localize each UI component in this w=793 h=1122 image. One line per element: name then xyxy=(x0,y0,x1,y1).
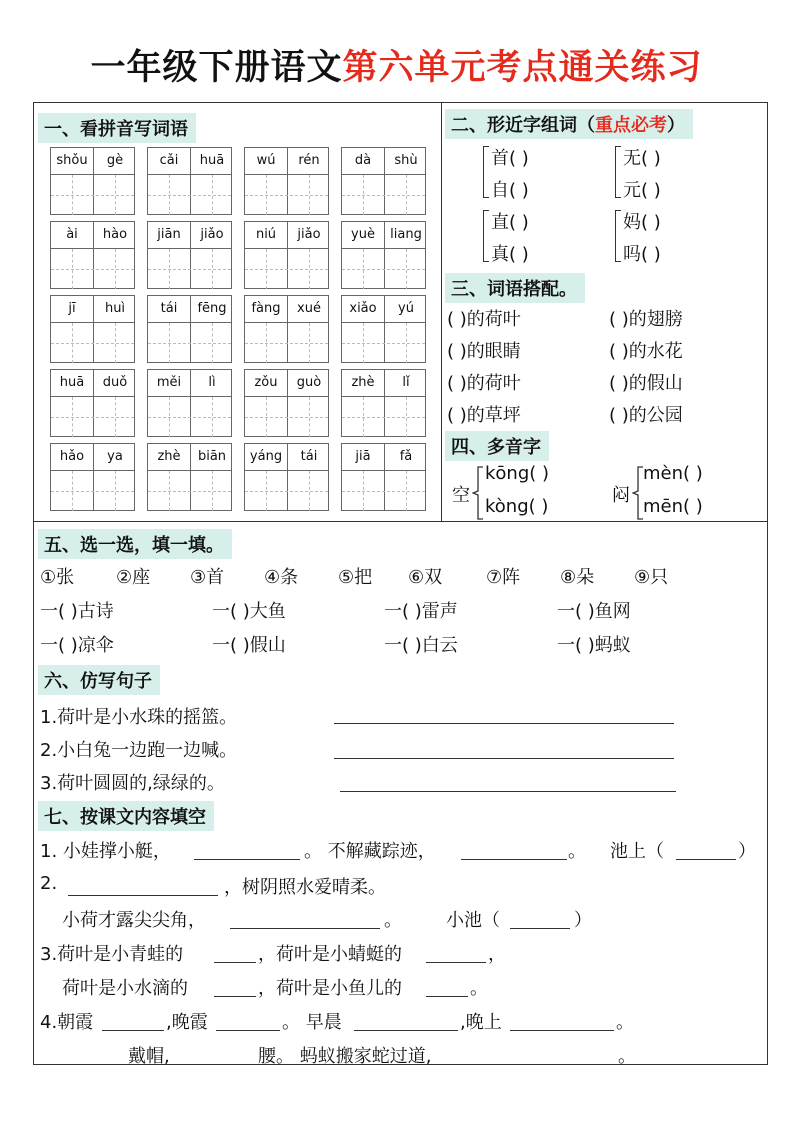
measure-word-option: ⑨只 xyxy=(634,567,669,588)
pinyin-syllable: měi xyxy=(156,375,182,390)
polyphone-char-2: 闷 xyxy=(612,485,630,506)
pinyin-syllable: ya xyxy=(107,449,123,464)
sentence-1: 1.荷叶是小水珠的摇篮。 xyxy=(40,707,238,728)
blank-6[interactable] xyxy=(510,928,570,929)
pinyin-syllable: huì xyxy=(104,301,126,316)
measure-word-option: ④条 xyxy=(264,567,299,588)
blank-4[interactable] xyxy=(68,895,218,896)
sentence-3: 3.荷叶圆圆的,绿绿的。 xyxy=(40,773,225,794)
measure-word-option: ⑦阵 xyxy=(486,567,521,588)
pinyin-syllable: liang xyxy=(390,227,422,242)
pinyin-syllable: shǒu xyxy=(56,153,88,168)
pinyin-cell[interactable] xyxy=(341,369,426,437)
blank-16[interactable] xyxy=(194,1064,256,1065)
worksheet xyxy=(33,102,768,1065)
pinyin-cell[interactable] xyxy=(50,443,135,511)
page-title: 一年级下册语文第六单元考点通关练习 xyxy=(90,48,703,88)
similar-char-1b[interactable]: 自( ) xyxy=(491,180,529,201)
poem-title-2: 小池（ xyxy=(446,910,500,931)
text-line-5c: 。 xyxy=(470,978,488,999)
text-line-7b: 腰。 蚂蚁搬家蛇过道, xyxy=(258,1046,432,1067)
poem-title-1-close: ） xyxy=(738,841,756,862)
measure-word-option: ⑤把 xyxy=(338,567,373,588)
text-line-4c: ， xyxy=(488,944,506,965)
fill-measure-8[interactable]: 一( )蚂蚁 xyxy=(557,635,631,656)
text-line-5b: ，荷叶是小鱼儿的 xyxy=(258,978,402,999)
blank-3[interactable] xyxy=(676,859,736,860)
pinyin-cell[interactable] xyxy=(50,221,135,289)
pinyin-syllable: wú xyxy=(256,153,276,168)
pinyin-syllable: jī xyxy=(68,301,76,316)
blank-8[interactable] xyxy=(426,962,486,963)
pinyin-cell[interactable] xyxy=(147,443,232,511)
poem-line-1b: 。 不解藏踪迹， xyxy=(304,841,436,862)
pinyin-syllable: rén xyxy=(298,153,320,168)
blank-14[interactable] xyxy=(510,1030,614,1031)
poem-line-1a: 1. 小娃撑小艇， xyxy=(40,841,171,862)
collocation-4b[interactable]: ( )的公园 xyxy=(609,405,683,426)
similar-char-1a[interactable]: 首( ) xyxy=(491,148,529,169)
section-6-heading: 六、仿写句子 xyxy=(38,665,160,695)
pinyin-cell[interactable] xyxy=(244,221,329,289)
blank-12[interactable] xyxy=(216,1030,280,1031)
similar-char-3a[interactable]: 直( ) xyxy=(491,212,529,233)
pinyin-syllable: hǎo xyxy=(59,449,85,464)
text-line-7c: 。 xyxy=(618,1046,636,1067)
section-2-heading: 二、形近字组词（重点必考） xyxy=(445,109,693,139)
fill-measure-1[interactable]: 一( )古诗 xyxy=(40,601,114,622)
pinyin-cell[interactable] xyxy=(341,295,426,363)
pinyin-cell[interactable] xyxy=(147,369,232,437)
collocation-3a[interactable]: ( )的荷叶 xyxy=(447,373,521,394)
pinyin-syllable: niú xyxy=(255,227,277,242)
poem-line-1c: 。 xyxy=(568,841,586,862)
text-line-6c: 。 早晨 xyxy=(282,1012,342,1033)
pinyin-syllable: dà xyxy=(354,153,372,168)
fill-measure-5[interactable]: 一( )凉伞 xyxy=(40,635,114,656)
blank-2[interactable] xyxy=(461,859,567,860)
pinyin-syllable: gè xyxy=(106,153,124,168)
pinyin-cell[interactable] xyxy=(50,295,135,363)
pinyin-syllable: jiǎo xyxy=(200,227,224,242)
pinyin-cell[interactable] xyxy=(147,295,232,363)
answer-line-1[interactable] xyxy=(334,723,674,724)
blank-7[interactable] xyxy=(214,962,256,963)
pinyin-syllable: guò xyxy=(296,375,322,390)
similar-char-4a[interactable]: 妈( ) xyxy=(623,212,661,233)
pinyin-syllable: yáng xyxy=(249,449,283,464)
collocation-1b[interactable]: ( )的翅膀 xyxy=(609,309,683,330)
fill-measure-6[interactable]: 一( )假山 xyxy=(212,635,286,656)
pinyin-cell[interactable] xyxy=(147,147,232,215)
fill-measure-4[interactable]: 一( )鱼网 xyxy=(557,601,631,622)
pinyin-syllable: biān xyxy=(197,449,227,464)
pinyin-syllable: jiān xyxy=(157,227,181,242)
pinyin-syllable: tái xyxy=(300,449,318,464)
text-line-6e: 。 xyxy=(616,1012,634,1033)
poem-line-2b: ，树阴照水爱晴柔。 xyxy=(224,877,386,898)
polyphone-char-1: 空 xyxy=(452,485,470,506)
fill-measure-2[interactable]: 一( )大鱼 xyxy=(212,601,286,622)
section-7-heading: 七、按课文内容填空 xyxy=(38,801,214,831)
blank-13[interactable] xyxy=(354,1030,458,1031)
pinyin-syllable: zhè xyxy=(351,375,375,390)
pinyin-cell[interactable] xyxy=(341,147,426,215)
pinyin-cell[interactable] xyxy=(341,221,426,289)
poem-title-1: 池上（ xyxy=(610,841,664,862)
similar-char-2a[interactable]: 无( ) xyxy=(623,148,661,169)
polyphone-1b[interactable]: kòng( ) xyxy=(485,496,549,517)
sentence-2: 2.小白兔一边跑一边喊。 xyxy=(40,740,238,761)
blank-15[interactable] xyxy=(62,1064,126,1065)
pinyin-syllable: zǒu xyxy=(254,375,278,390)
pinyin-cell[interactable] xyxy=(244,295,329,363)
collocation-1a[interactable]: ( )的荷叶 xyxy=(447,309,521,330)
blank-1[interactable] xyxy=(194,859,300,860)
similar-char-3b[interactable]: 真( ) xyxy=(491,244,529,265)
section-4-heading: 四、多音字 xyxy=(445,431,549,461)
measure-word-option: ②座 xyxy=(116,567,151,588)
answer-line-3[interactable] xyxy=(340,791,676,792)
poem-line-2a: 2. xyxy=(40,873,58,894)
measure-word-option: ③首 xyxy=(190,567,225,588)
pinyin-syllable: fǎ xyxy=(399,449,413,464)
section-3-heading: 三、词语搭配。 xyxy=(445,273,585,303)
pinyin-cell[interactable] xyxy=(50,369,135,437)
blank-5[interactable] xyxy=(230,928,380,929)
pinyin-syllable: hào xyxy=(102,227,128,242)
pinyin-syllable: cǎi xyxy=(159,153,179,168)
poem-line-3b: 。 xyxy=(384,910,402,931)
text-line-5a: 荷叶是小水滴的 xyxy=(62,978,188,999)
text-line-4b: ，荷叶是小蜻蜓的 xyxy=(258,944,402,965)
fill-measure-3[interactable]: 一( )雷声 xyxy=(384,601,458,622)
pinyin-syllable: yuè xyxy=(351,227,375,242)
blank-17[interactable] xyxy=(466,1064,616,1065)
pinyin-syllable: duǒ xyxy=(102,375,128,390)
measure-word-option: ⑧朵 xyxy=(560,567,595,588)
pinyin-syllable: lì xyxy=(208,375,216,390)
pinyin-cell[interactable] xyxy=(50,147,135,215)
blank-9[interactable] xyxy=(214,996,256,997)
text-line-6b: ,晚霞 xyxy=(166,1012,208,1033)
pinyin-cell[interactable] xyxy=(147,221,232,289)
pinyin-syllable: ài xyxy=(66,227,78,242)
text-line-7a: 戴帽, xyxy=(128,1046,170,1067)
pinyin-syllable: lǐ xyxy=(402,375,410,390)
collocation-4a[interactable]: ( )的草坪 xyxy=(447,405,521,426)
similar-char-4b[interactable]: 吗( ) xyxy=(623,244,661,265)
text-line-6d: ,晚上 xyxy=(460,1012,502,1033)
pinyin-syllable: xiǎo xyxy=(349,301,377,316)
answer-line-2[interactable] xyxy=(334,758,674,759)
section-1-heading: 一、看拼音写词语 xyxy=(38,113,196,143)
pinyin-cell[interactable] xyxy=(244,147,329,215)
pinyin-cell[interactable] xyxy=(244,443,329,511)
poem-title-2-close: ） xyxy=(574,910,592,931)
section-5-heading: 五、选一选，填一填。 xyxy=(38,529,232,559)
pinyin-syllable: fàng xyxy=(251,301,281,316)
poem-line-3a: 小荷才露尖尖角， xyxy=(62,910,206,931)
pinyin-syllable: shù xyxy=(394,153,418,168)
pinyin-cell[interactable] xyxy=(341,443,426,511)
fill-measure-7[interactable]: 一( )白云 xyxy=(384,635,458,656)
pinyin-syllable: xué xyxy=(297,301,321,316)
collocation-3b[interactable]: ( )的假山 xyxy=(609,373,683,394)
pinyin-syllable: jiǎo xyxy=(297,227,321,242)
pinyin-cell[interactable] xyxy=(244,369,329,437)
text-line-4a: 3.荷叶是小青蛙的 xyxy=(40,944,184,965)
pinyin-syllable: fēng xyxy=(197,301,227,316)
measure-word-option: ①张 xyxy=(40,567,75,588)
pinyin-syllable: huā xyxy=(199,153,225,168)
blank-11[interactable] xyxy=(102,1030,164,1031)
polyphone-2b[interactable]: mēn( ) xyxy=(643,496,703,517)
pinyin-syllable: yú xyxy=(398,301,414,316)
pinyin-syllable: huā xyxy=(59,375,85,390)
measure-word-option: ⑥双 xyxy=(408,567,443,588)
similar-char-2b[interactable]: 元( ) xyxy=(623,180,661,201)
pinyin-syllable: zhè xyxy=(157,449,181,464)
text-line-6a: 4.朝霞 xyxy=(40,1012,94,1033)
collocation-2a[interactable]: ( )的眼睛 xyxy=(447,341,521,362)
polyphone-1a[interactable]: kōng( ) xyxy=(485,463,550,484)
pinyin-syllable: jiā xyxy=(355,449,371,464)
blank-10[interactable] xyxy=(426,996,468,997)
pinyin-syllable: tái xyxy=(160,301,178,316)
collocation-2b[interactable]: ( )的水花 xyxy=(609,341,683,362)
polyphone-2a[interactable]: mèn( ) xyxy=(643,463,703,484)
